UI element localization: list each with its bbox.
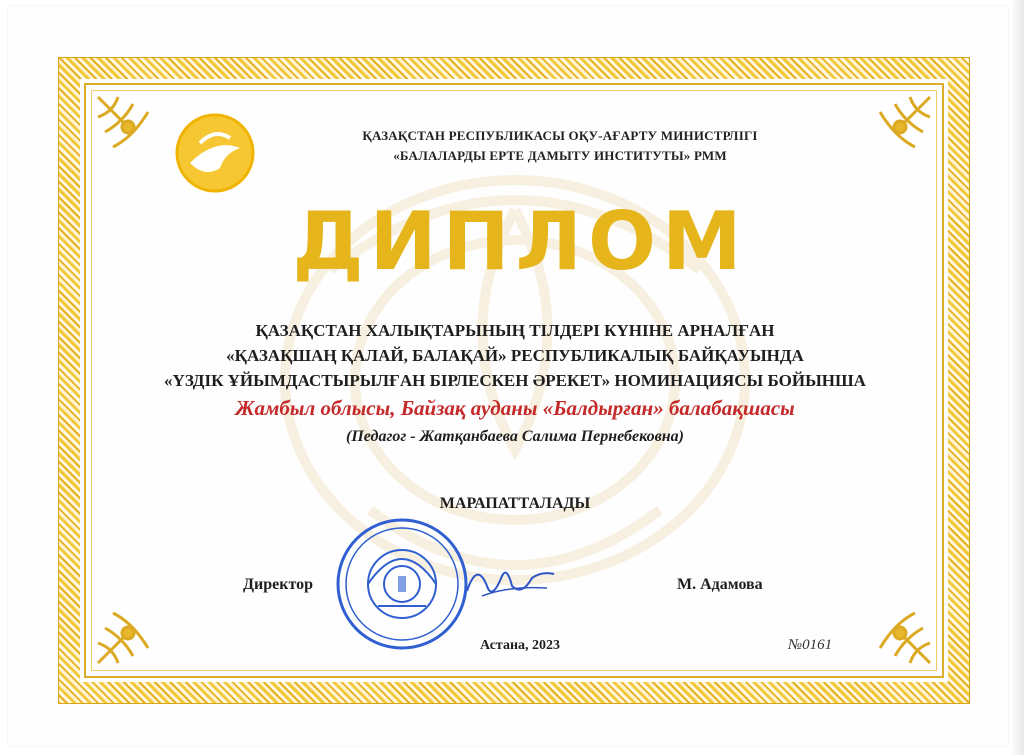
director-name: М. Адамова	[677, 576, 763, 593]
institute-name: «БАЛАЛАРДЫ ЕРТЕ ДАМЫТУ ИНСТИТУТЫ» РММ	[393, 148, 727, 163]
official-seal-icon	[332, 514, 472, 654]
signature-role: Директор	[243, 576, 313, 593]
city-year: Астана, 2023	[479, 638, 561, 653]
teacher-name: (Педагог - Жатқанбаева Салима Пернебековна)	[346, 428, 684, 445]
diploma-title: ДИПЛОМ	[292, 195, 748, 288]
award-text-line-2: «ҚАЗАҚШАҢ ҚАЛАЙ, БАЛАҚАЙ» РЕСПУБЛИКАЛЫҚ БАЙҚАУЫНДА	[226, 346, 804, 365]
awarded-label: МАРАПАТТАЛАДЫ	[439, 495, 591, 512]
institute-logo-icon	[170, 108, 260, 198]
ministry-name: ҚАЗАҚСТАН РЕСПУБЛИКАСЫ ОҚУ-АҒАРТУ МИНИСТРЛІГІ	[362, 128, 758, 143]
award-text-line-3: «ҮЗДІК ҰЙЫМДАСТЫРЫЛҒАН БІРЛЕСКЕН ӘРЕКЕТ» НОМИНАЦИЯСЫ БОЙЫНША	[164, 371, 866, 390]
award-text-line-1: ҚАЗАҚСТАН ХАЛЫҚТАРЫНЫҢ ТІЛДЕРІ КҮНІНЕ АРНАЛҒАН	[255, 321, 775, 340]
page-edge-shadow	[1010, 0, 1024, 755]
diploma-number: №0161	[788, 637, 833, 653]
ornament-corner-icon	[93, 92, 163, 162]
ornament-corner-icon	[865, 598, 935, 668]
ornament-corner-icon	[865, 92, 935, 162]
ornament-corner-icon	[93, 598, 163, 668]
recipient-name: Жамбыл облысы, Байзақ ауданы «Балдырған» балабақшасы	[235, 396, 795, 420]
handwritten-signature	[462, 556, 557, 606]
